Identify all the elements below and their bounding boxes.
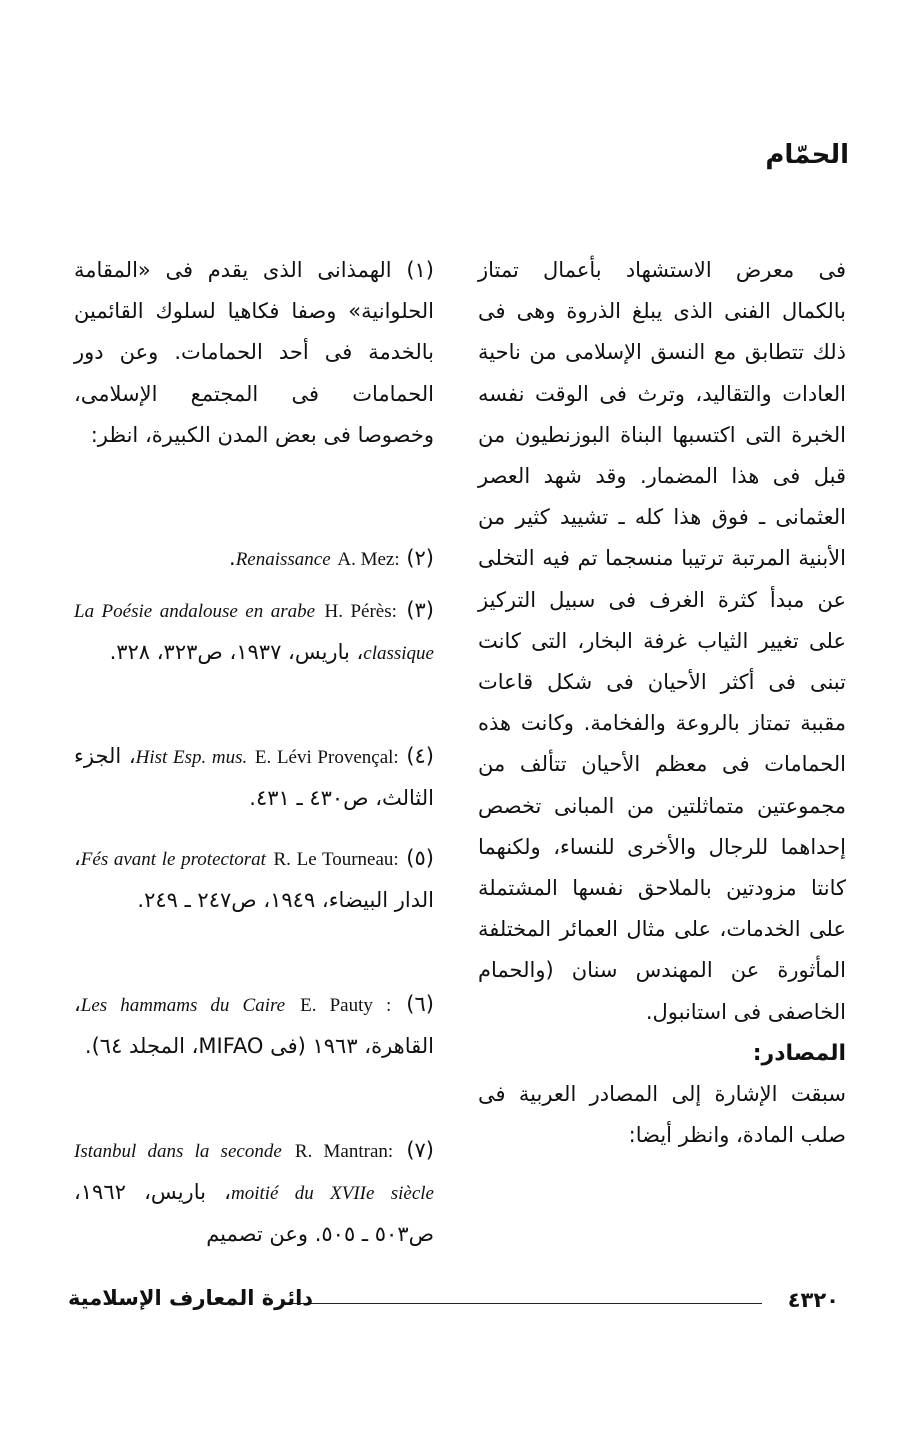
footnote-title: Les hammams du Caire [80, 995, 286, 1016]
footnote-3 [74, 590, 434, 674]
sources-text: سبقت الإشارة إلى المصادر العربية فى صلب المادة، وانظر أيضا: [478, 1082, 846, 1148]
footnote-number: (٣) [406, 598, 434, 622]
page-number: ٤٣٢٠ [787, 1288, 839, 1312]
footnote-author: E. Pauty : [300, 995, 392, 1016]
footnote-number: (٢) [406, 546, 434, 570]
footnote-rest: ، القاهرة، ١٩٦٣ (فى MIFAO، المجلد ٦٤). [74, 992, 434, 1059]
footnote-1: (١) الهمذانى الذى يقدم فى «المقامة الحلوانية» وصفا فكاهيا لسلوك القائمين بالخدمة فى أحد الحمامات. وعن دور الحمامات فى المجتمع الإسلامى، وخصوصا فى بعض المدن الكبيرة، انظر: [74, 258, 434, 447]
sources-heading: المصادر: [752, 1040, 846, 1066]
footnote-6 [74, 984, 434, 1067]
footnote-author: H. Pérès: [324, 601, 397, 622]
footnote-title: La Poésie andalouse en arabe classique [74, 601, 434, 665]
footnote-4 [74, 736, 434, 819]
footnote-2 [74, 538, 434, 580]
footnote-author: E. Lévi Provençal: [254, 747, 399, 768]
page-header-title: الحمّام [765, 140, 849, 170]
footnote-rest: ، باريس، ١٩٦٢، ص٥٠٣ ـ ٥٠٥. وعن تصميم [74, 1180, 434, 1247]
main-paragraph: فى معرض الاستشهاد بأعمال تمتاز بالكمال الفنى الذى يبلغ الذروة وهى فى ذلك تتطابق مع النسق الإسلامى من ناحية العادات والتقاليد، وترث فى الوقت نفسه الخبرة التى اكتسبها البناة البوزنطيون من قبل فى هذا المضمار. وقد شهد العصر العثمانى ـ فوق هذا كله ـ تشييد كثير من الأبنية المرتبة ترتيبا منسجما تم فيه التخلى عن مبدأ كثرة الغرف فى سبيل التركيز على تغيير الثياب غرفة البخار، التى كانت تبنى فى أكثر الأحيان فى شكل قاعات مقببة تمتاز بالروعة والفخامة. وكانت هذه الحمامات فى معظم الأحيان تتألف من مجموعتين متماثلتين من المبانى تخصص إحداهما للرجال والأخرى للنساء، ولكنهما كانتا مزودتين بالملاحق نفسها المشتملة على الخدمات، على مثال العمائر المختلفة المأثورة عن المهندس سنان (والحمام الخاصفى فى استانبول. [478, 258, 846, 1024]
footnote-number: (٥) [406, 846, 434, 870]
footnote-author: A. Mez: [337, 549, 400, 570]
footnote-author: R. Mantran: [294, 1141, 394, 1162]
footnote-title: Istanbul dans la seconde moitié du XVIIe siècle [74, 1141, 434, 1205]
footer-journal-title: دائرة المعارف الإسلامية [68, 1286, 314, 1310]
footnote-author: R. Le Tourneau: [273, 849, 399, 870]
footnote-number: (٧) [406, 1138, 434, 1162]
footnote-title: Fés avant le protectorat [80, 849, 266, 870]
footnote-rest: ، الدار البيضاء، ١٩٤٩، ص٢٤٧ ـ ٢٤٩. [74, 846, 434, 913]
footnote-rest: . [229, 546, 236, 570]
main-text-column [478, 250, 846, 1156]
footnote-rest: ، الجزء الثالث، ص٤٣٠ ـ ٤٣١. [74, 744, 434, 811]
footnote-rest: ، باريس، ١٩٣٧، ص٣٢٣، ٣٢٨. [109, 640, 364, 665]
footnote-number: (٤) [406, 744, 434, 768]
footnote-title: Hist Esp. mus. [135, 747, 248, 768]
footer-rule [282, 1303, 762, 1304]
footnote-7 [74, 1130, 434, 1256]
footnote-number: (٦) [406, 992, 434, 1016]
footnote-5 [74, 838, 434, 921]
footnote-title: Renaissance [235, 549, 331, 570]
